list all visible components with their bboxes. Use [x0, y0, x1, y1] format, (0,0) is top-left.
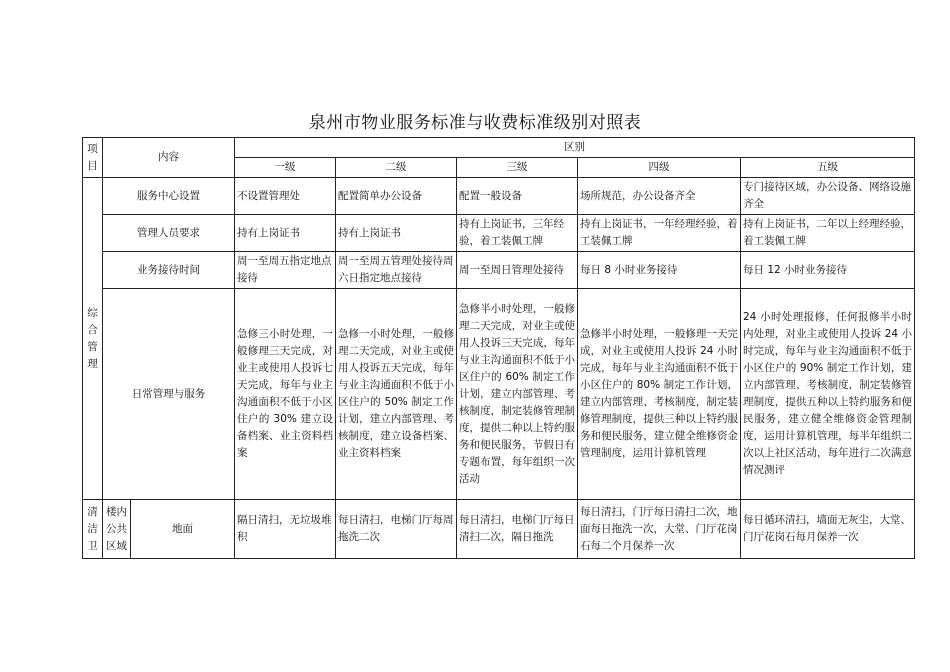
page-title: 泉州市物业服务标准与收费标准级别对照表	[308, 113, 642, 133]
table-row	[83, 289, 915, 500]
table-cell: 持有上岗证书，一年经理经验，着工装佩工牌	[578, 215, 741, 252]
table-cell: 配置简单办公设备	[336, 178, 457, 215]
header-level-1: 一级	[235, 158, 336, 178]
table-cell: 每日 8 小时业务接待	[578, 252, 741, 289]
standards-table	[82, 137, 915, 559]
table-cell: 不设置管理处	[235, 178, 336, 215]
table-cell: 24 小时处理报修，任何报修半小时内处理，对业主或使用人投诉 24 小时完成，每年与业主沟通面积不低于小区住户的 90% 制定工作计划，建立内部管理、考核制度，制定装修管理制度，提供五种以上特约服务和便民服务，建立健全维修资金管理制度，运用计算机管理，每半年组织二次以上社区活动，每年进行二次满意情况测评	[741, 289, 915, 500]
row-name: 管理人员要求	[103, 215, 235, 252]
table-cell: 急修半小时处理，一般修理二天完成，对业主或使用人投诉三天完成，每年与业主沟通面积不低于小区住户的 60% 制定工作计划，建立内部管理、考核制度，制定装修管理制度，提供二种以上特约服务和便民服务，节假日有专题布置，每年组织一次活动	[457, 289, 578, 500]
header-item: 项目	[83, 138, 103, 178]
table-cell: 每日 12 小时业务接待	[741, 252, 915, 289]
row-name: 日常管理与服务	[103, 289, 235, 500]
table-cell: 急修三小时处理，一般修理三天完成，对业主或使用人投诉七天完成，每年与业主沟通面积不低于小区住户的 30% 建立设备档案、业主资料档案	[235, 289, 336, 500]
header-level-3: 三级	[457, 158, 578, 178]
row-name: 地面	[131, 500, 235, 559]
table-row	[83, 252, 915, 289]
table-cell: 每日清扫，电梯门厅每日清扫二次，隔日拖洗	[457, 500, 578, 559]
header-level-group: 区别	[235, 138, 915, 158]
table-row	[83, 215, 915, 252]
table-cell: 每日清扫，门厅每日清扫二次，地面每日拖洗一次，大堂、门厅花岗石每二个月保养一次	[578, 500, 741, 559]
row-name: 服务中心设置	[103, 178, 235, 215]
table-cell: 周一至周日管理处接待	[457, 252, 578, 289]
section-sublabel: 楼内公共区域	[103, 500, 131, 559]
table-cell: 持有上岗证书	[235, 215, 336, 252]
table-cell: 急修一小时处理，一般修理二天完成，对业主或使用人投诉五天完成，每年与业主沟通面积不低于小区住户的 50% 制定工作计划，建立内部管理、考核制度，建立设备档案、业主资料档案	[336, 289, 457, 500]
header-content: 内容	[103, 138, 235, 178]
table-cell: 隔日清扫，无垃圾堆积	[235, 500, 336, 559]
table-cell: 持有上岗证书，三年经验，着工装佩工牌	[457, 215, 578, 252]
table-cell: 配置一般设备	[457, 178, 578, 215]
table-cell: 周一至周五指定地点接待	[235, 252, 336, 289]
table-cell: 持有上岗证书，二年以上经理经验，着工装佩工牌	[741, 215, 915, 252]
header-level-4: 四级	[578, 158, 741, 178]
table-row	[83, 178, 915, 215]
table-cell: 每日循环清扫，墙面无灰尘，大堂、门厅花岗石每月保养一次	[741, 500, 915, 559]
row-name: 业务接待时间	[103, 252, 235, 289]
section-label-cleaning: 清洁卫	[83, 500, 103, 559]
header-level-2: 二级	[336, 158, 457, 178]
table-cell: 每日清扫，电梯门厅每周拖洗二次	[336, 500, 457, 559]
section-label-general: 综合管理	[83, 178, 103, 500]
header-row	[83, 138, 915, 158]
table-cell: 场所规范，办公设备齐全	[578, 178, 741, 215]
table-cell: 持有上岗证书	[336, 215, 457, 252]
table-cell: 周一至周五管理处接待周六日指定地点接待	[336, 252, 457, 289]
table-row	[83, 500, 915, 559]
table-cell: 专门接待区域，办公设备、网络设施齐全	[741, 178, 915, 215]
table-cell: 急修半小时处理，一般修理一天完成，对业主或使用人投诉 24 小时完成，每年与业主沟通面积不低于小区住户的 80% 制定工作计划，建立内部管理、考核制度，制定装修管理制度，提供三种以上特约服务和便民服务，建立健全维修资金管理制度，运用计算机管理	[578, 289, 741, 500]
header-level-5: 五级	[741, 158, 915, 178]
